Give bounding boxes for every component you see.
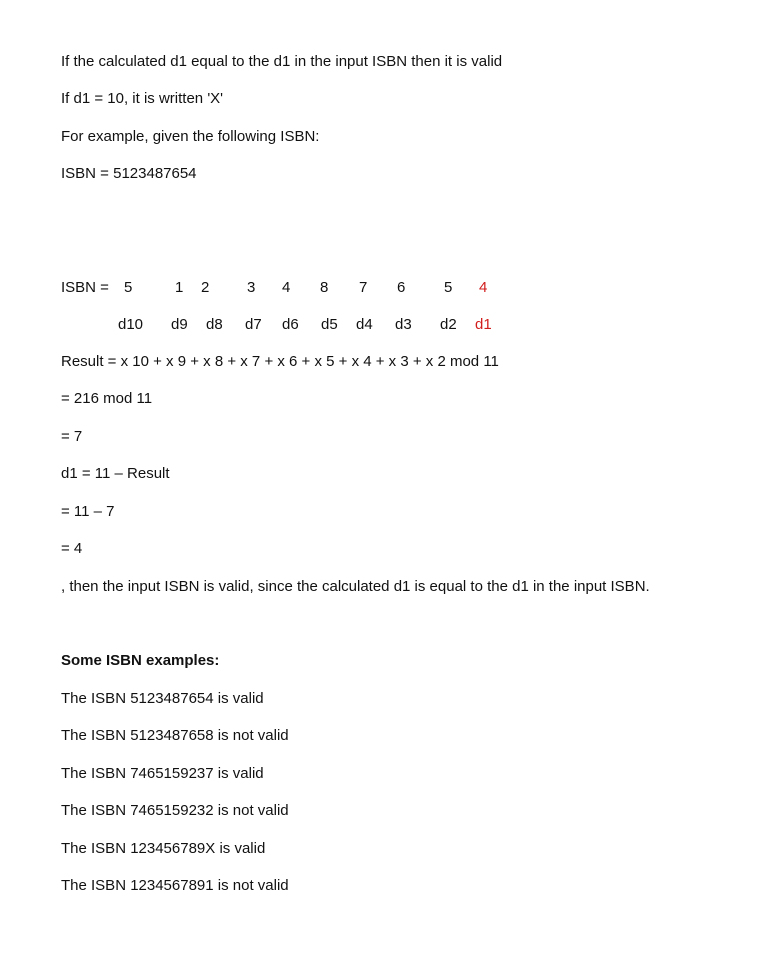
- example-item: The ISBN 7465159237 is valid: [61, 765, 264, 782]
- calc-step: = 11 – 7: [61, 503, 115, 520]
- isbn-digit: 6: [397, 279, 406, 296]
- position-label: d4: [356, 316, 373, 333]
- position-label: d3: [395, 316, 412, 333]
- d1-formula: d1 = 11 – Result: [61, 465, 170, 482]
- intro-line-example: For example, given the following ISBN:: [61, 128, 320, 145]
- position-label: d2: [440, 316, 457, 333]
- position-label: d7: [245, 316, 262, 333]
- position-label-check: d1: [475, 316, 492, 333]
- isbn-digit: 8: [320, 279, 329, 296]
- example-item: The ISBN 123456789X is valid: [61, 840, 266, 857]
- isbn-digit: 4: [282, 279, 291, 296]
- example-item: The ISBN 1234567891 is not valid: [61, 877, 289, 894]
- position-label: d9: [171, 316, 188, 333]
- conclusion-text: , then the input ISBN is valid, since the calculated d1 is equal to the d1 in the input ISBN.: [61, 578, 650, 595]
- intro-line-validity-rule: If the calculated d1 equal to the d1 in the input ISBN then it is valid: [61, 53, 503, 70]
- examples-heading: Some ISBN examples:: [61, 652, 220, 669]
- result-formula: Result = x 10 + x 9 + x 8 + x 7 + x 6 + x 5 + x 4 + x 3 + x 2 mod 11: [61, 353, 499, 370]
- isbn-check-digit: 4: [479, 279, 488, 296]
- intro-line-isbn: ISBN = 5123487654: [61, 165, 197, 182]
- isbn-digit: 7: [359, 279, 368, 296]
- position-label: d6: [282, 316, 299, 333]
- example-item: The ISBN 5123487654 is valid: [61, 690, 264, 707]
- calc-step: = 4: [61, 540, 83, 557]
- example-item: The ISBN 5123487658 is not valid: [61, 727, 289, 744]
- position-label: d8: [206, 316, 223, 333]
- isbn-row-label: ISBN =: [61, 279, 109, 296]
- position-label: d10: [118, 316, 144, 333]
- example-item: The ISBN 7465159232 is not valid: [61, 802, 289, 819]
- intro-line-x-rule: If d1 = 10, it is written 'X': [61, 90, 224, 107]
- isbn-digit: 2: [201, 279, 210, 296]
- isbn-digit: 3: [247, 279, 256, 296]
- isbn-digit: 5: [124, 279, 133, 296]
- calc-step: = 7: [61, 428, 83, 445]
- isbn-digit: 5: [444, 279, 453, 296]
- isbn-digit: 1: [175, 279, 184, 296]
- position-label: d5: [321, 316, 338, 333]
- calc-step: = 216 mod 11: [61, 390, 153, 407]
